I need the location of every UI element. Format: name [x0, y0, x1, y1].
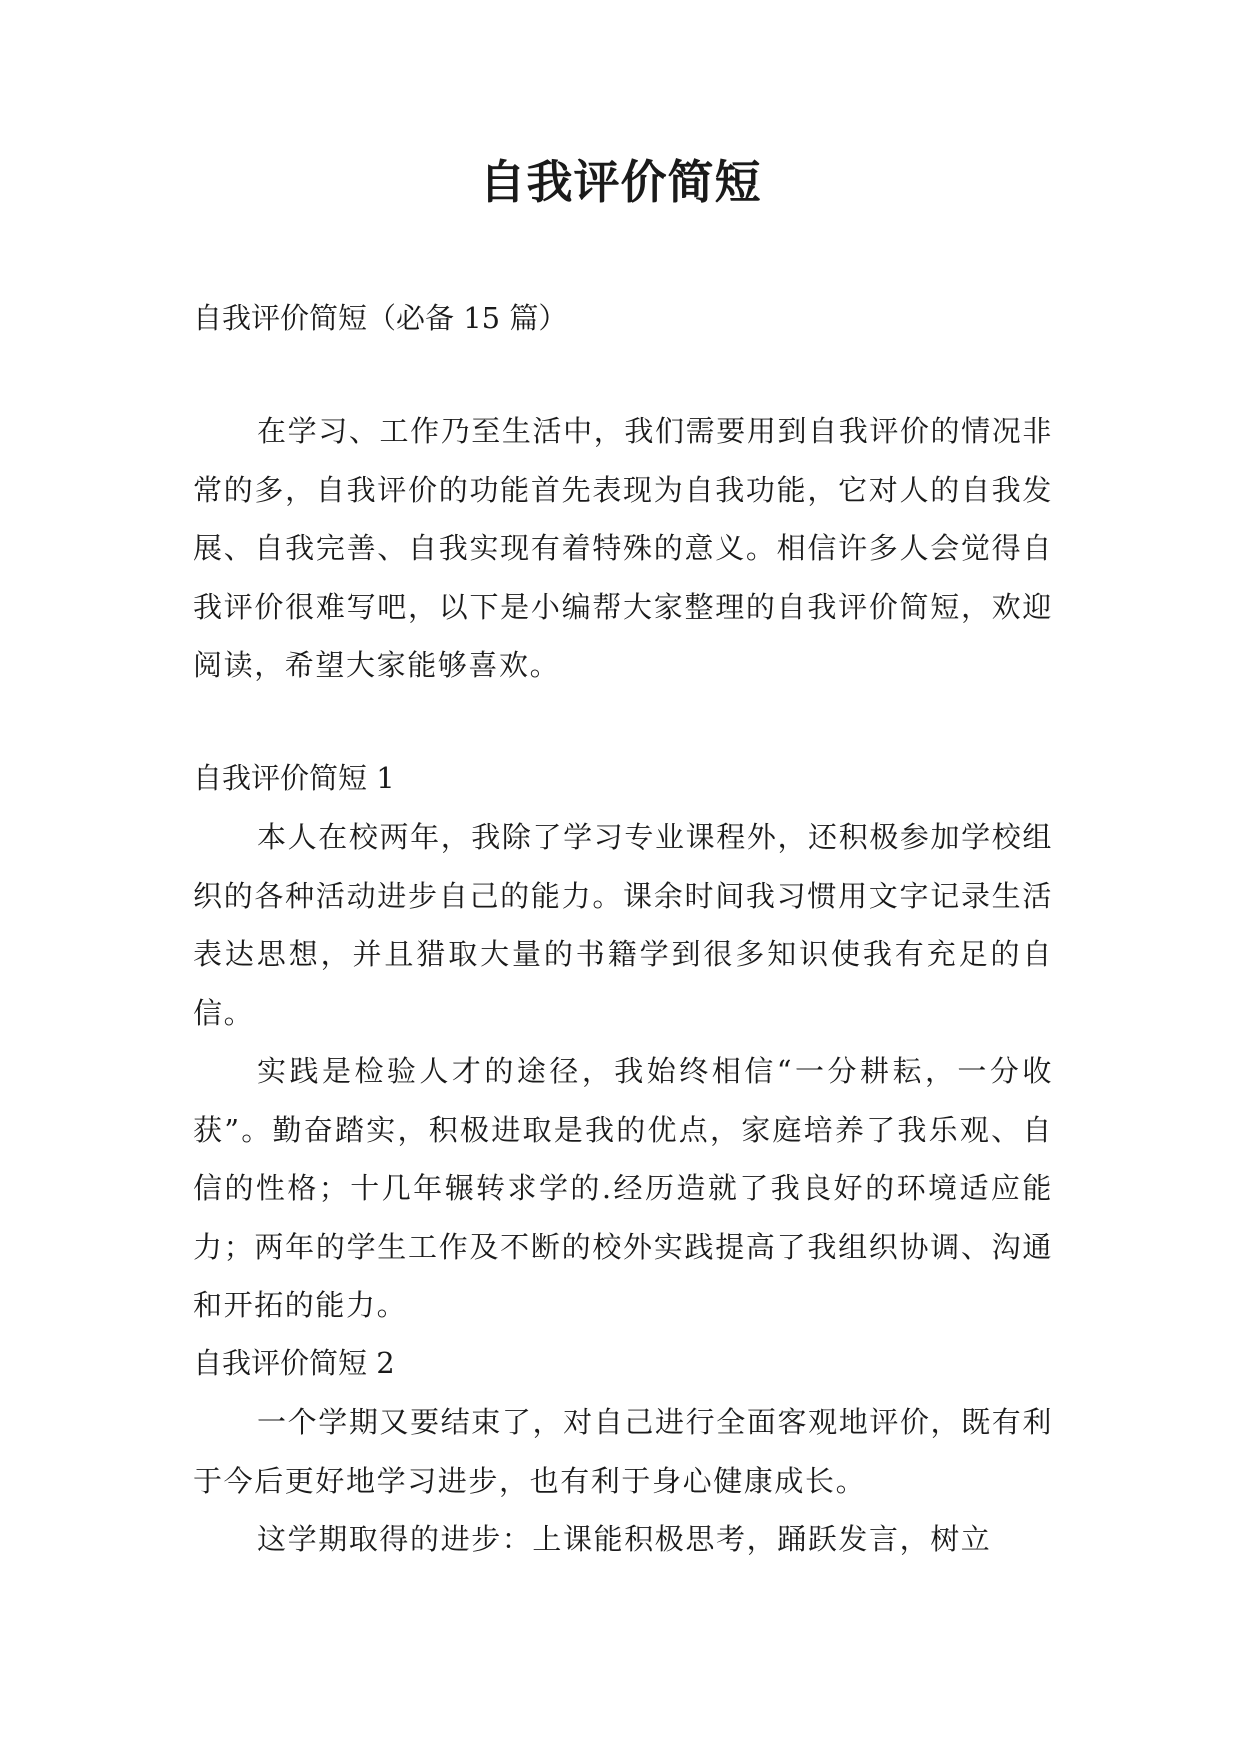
- document-subtitle: 自我评价简短（必备 15 篇）: [193, 301, 568, 335]
- document-title: 自我评价简短: [479, 155, 762, 209]
- section-2-paragraph-2: 这学期取得的进步：上课能积极思考，踊跃发言，树立: [257, 1522, 992, 1556]
- section-heading-1: 自我评价简短 1: [193, 761, 395, 795]
- intro-paragraph: 在学习、工作乃至生活中，我们需要用到自我评价的情况非常的多，自我评价的功能首先表现为自我功能，它对人的自我发展、自我完善、自我实现有着特殊的意义。相信许多人会觉得自我评价很难写吧，以下是小编帮大家整理的自我评价简短，欢迎阅读，希望大家能够喜欢。: [193, 414, 1053, 682]
- section-heading-2: 自我评价简短 2: [193, 1346, 395, 1380]
- section-2-paragraph-1: 一个学期又要结束了，对自己进行全面客观地评价，既有利于今后更好地学习进步，也有利于身心健康成长。: [193, 1405, 1053, 1498]
- section-1-paragraph-2: 实践是检验人才的途径，我始终相信“一分耕耘，一分收获”。勤奋踏实，积极进取是我的优点，家庭培养了我乐观、自信的性格；十几年辗转求学的.经历造就了我良好的环境适应能力；两年的学生工作及不断的校外实践提高了我组织协调、沟通和开拓的能力。: [193, 1054, 1053, 1322]
- section-1-paragraph-1: 本人在校两年，我除了学习专业课程外，还积极参加学校组织的各种活动进步自己的能力。课余时间我习惯用文字记录生活表达思想，并且猎取大量的书籍学到很多知识使我有充足的自信。: [193, 820, 1053, 1030]
